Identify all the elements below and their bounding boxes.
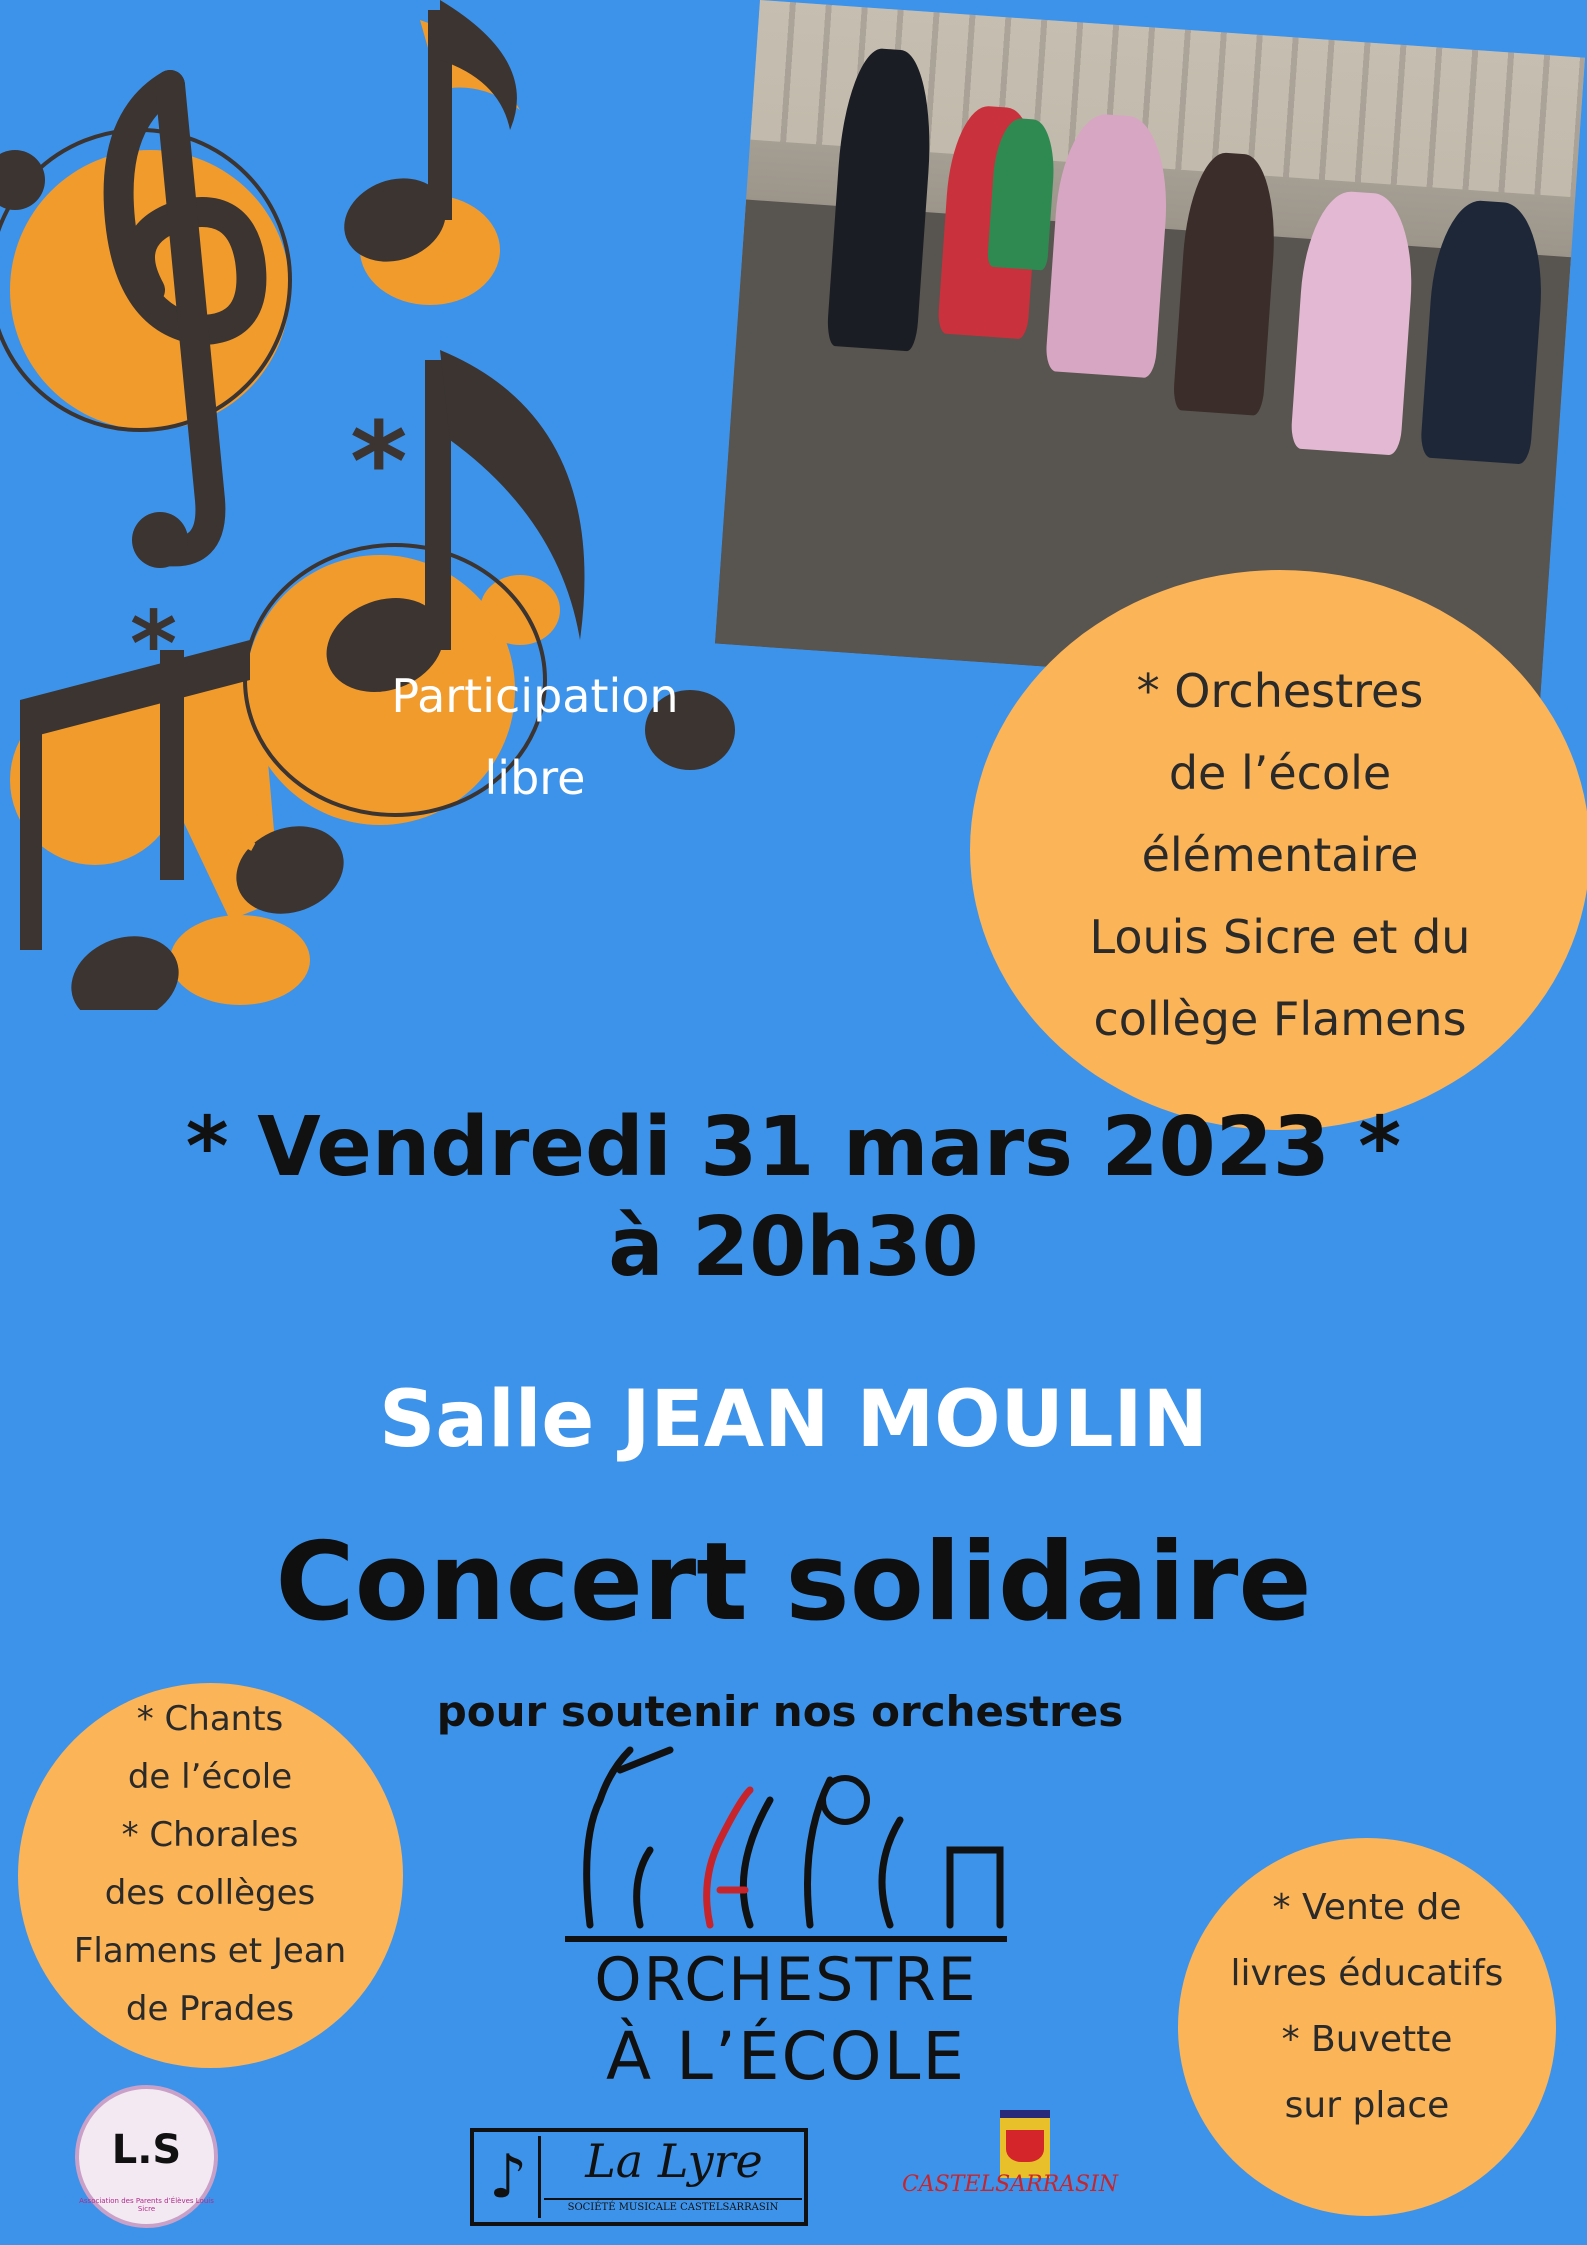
castelsarrasin-crest-icon bbox=[1000, 2110, 1050, 2178]
participation-line-2: libre bbox=[484, 751, 586, 805]
svg-text:*: * bbox=[200, 788, 258, 916]
music-notes-illustration bbox=[0, 0, 760, 1010]
chants-line: des collèges bbox=[104, 1873, 316, 1913]
svg-text:*: * bbox=[130, 592, 178, 697]
chants-line: de Prades bbox=[125, 1989, 295, 2029]
orchestres-line: * Orchestres bbox=[1136, 664, 1424, 718]
chants-line: * Chorales bbox=[121, 1815, 299, 1855]
chants-circle-text bbox=[30, 1690, 390, 2038]
orchestres-line: collège Flamens bbox=[1093, 992, 1467, 1046]
orchestres-line: élémentaire bbox=[1141, 828, 1419, 882]
chants-line: * Chants bbox=[136, 1699, 284, 1739]
chants-line: de l’école bbox=[127, 1757, 293, 1797]
venue bbox=[0, 1375, 1587, 1465]
event-date: * Vendredi 31 mars 2023 * bbox=[185, 1100, 1402, 1195]
orchestre-logo-rule bbox=[565, 1936, 1007, 1942]
la-lyre-name: La Lyre bbox=[585, 2134, 763, 2188]
orchestres-line: de l’école bbox=[1168, 746, 1392, 800]
vente-line: * Buvette bbox=[1281, 2019, 1453, 2060]
la-lyre-tagline: SOCIÉTÉ MUSICALE CASTELSARRASIN bbox=[544, 2198, 802, 2213]
event-time: à 20h30 bbox=[608, 1200, 979, 1295]
svg-text:*: * bbox=[350, 398, 408, 526]
vente-line: * Vente de bbox=[1272, 1887, 1462, 1928]
lyre-icon: ♪ bbox=[478, 2136, 541, 2218]
vente-circle-text bbox=[1180, 1875, 1554, 2139]
association-logo-initials: L.S bbox=[111, 2127, 182, 2173]
castelsarrasin-name: CASTELSARRASIN bbox=[901, 2172, 1119, 2197]
participation-line-1: Participation bbox=[391, 669, 679, 723]
castelsarrasin-logo bbox=[895, 2110, 1125, 2220]
association-logo bbox=[75, 2085, 218, 2228]
vente-line: sur place bbox=[1284, 2085, 1450, 2126]
participation-text bbox=[330, 655, 740, 819]
vente-line: livres éducatifs bbox=[1230, 1953, 1504, 1994]
orchestre-logo-line-2: À L’ÉCOLE bbox=[605, 2018, 967, 2095]
association-logo-ring: Association des Parents d’Élèves Louis Sicre bbox=[79, 2197, 214, 2213]
orchestres-circle-text bbox=[1010, 650, 1550, 1060]
orchestre-musicians-icon bbox=[570, 1740, 1010, 1930]
concert-subtitle: pour soutenir nos orchestres bbox=[436, 1687, 1124, 1736]
orchestres-line: Louis Sicre et du bbox=[1089, 910, 1471, 964]
venue-name: JEAN MOULIN bbox=[621, 1375, 1208, 1465]
chants-line: Flamens et Jean bbox=[73, 1931, 347, 1971]
la-lyre-logo bbox=[470, 2128, 808, 2226]
orchestre-logo-line-1: ORCHESTRE bbox=[594, 1945, 978, 2015]
venue-prefix: Salle bbox=[379, 1375, 622, 1465]
concert-title: Concert solidaire bbox=[275, 1520, 1312, 1645]
